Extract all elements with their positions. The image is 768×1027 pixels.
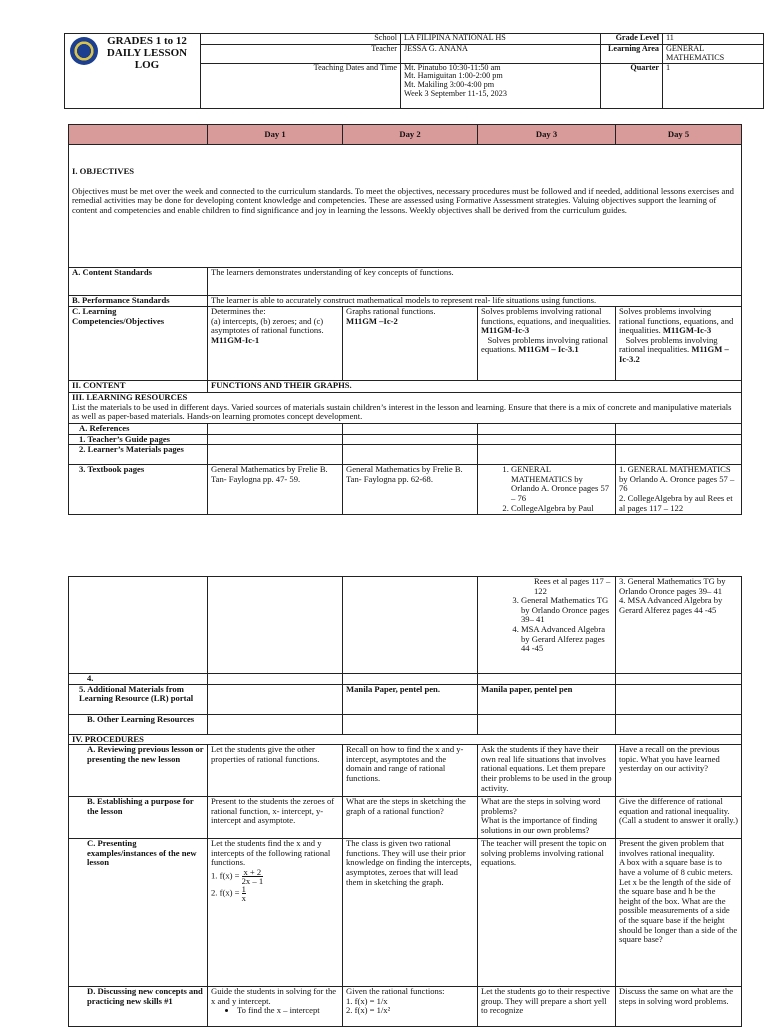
procedure-b-day2: What are the steps in sketching the graph of a rational function? [343, 797, 478, 839]
quarter-value: 1 [663, 63, 764, 108]
competencies-day1: Determines the: (a) intercepts, (b) zeroes; and (c) asymptotes of rational functions. M11GM-Ic-1 [208, 307, 343, 381]
textbook-label: 3. Textbook pages [69, 465, 208, 515]
day-1-header: Day 1 [208, 125, 343, 145]
content-standards-label: A. Content Standards [69, 268, 208, 296]
day-3-header: Day 3 [478, 125, 616, 145]
content-label: II. CONTENT [69, 381, 208, 393]
resources-text: List the materials to be used in different days. Varied sources of materials sustain children’s interest in the lesson and learning. Ensure that there is a mix of concrete and manipulative materials as well as paper-based materials. Hands-on learning promotes concept development. [72, 401, 732, 422]
day-2-header: Day 2 [343, 125, 478, 145]
day-header-row [69, 125, 742, 145]
procedure-b-day3: What are the steps in solving word problems? What is the importance of finding solutions in our own problems? [478, 797, 616, 839]
header-table [64, 33, 763, 109]
additional-day2: Manila Paper, pentel pen. [343, 684, 478, 714]
procedure-d-day5: Discuss the same on what are the steps in solving word problems. [616, 987, 742, 1027]
content-standards-text: The learners demonstrates understanding of key concepts of functions. [208, 268, 742, 296]
procedure-c-day5: Present the given problem that involves rational inequality. A box with a square base is to have a volume of 8 cubic meters. Let x be the length of the side of the square base and h be the height of the box. What are the possible measurements of a side of the square base if the height should be longer than a side of the square base? [616, 839, 742, 987]
learners-materials-label: 2. Learner’s Materials pages [69, 445, 208, 465]
objectives-heading: I. OBJECTIVES [72, 166, 135, 176]
grade-level-value: 11 [663, 34, 764, 45]
header-logo-cell [65, 34, 201, 109]
teachers-guide-label: 1. Teacher’s Guide pages [69, 434, 208, 445]
performance-standards-label: B. Performance Standards [69, 296, 208, 307]
references-label: A. References [69, 424, 208, 435]
learning-area-label: Learning Area [601, 45, 663, 64]
procedure-c-day2: The class is given two rational functions. They will use their prior knowledge on finding the intercepts, asymptotes, zeroes that will lead them in sketching the graph. [343, 839, 478, 987]
dates-label: Teaching Dates and Time [201, 63, 401, 108]
competencies-day3: Solves problems involving rational functions, equations, and inequalities. M11GM-Ic-3 Solves problems involving rational equations. M11GM – Ic-3.1 [478, 307, 616, 381]
procedure-a-day5: Have a recall on the previous topic. What you have learned yesterday on our activity? [616, 745, 742, 797]
teacher-value: JESSA G. ANANA [401, 45, 601, 64]
teacher-label: Teacher [201, 45, 401, 64]
procedure-b-label: B. Establishing a purpose for the lesson [69, 797, 208, 839]
resources-heading: III. LEARNING RESOURCES [72, 392, 188, 402]
content-text: FUNCTIONS AND THEIR GRAPHS. [208, 381, 742, 393]
resources-section [69, 393, 742, 424]
additional-day3: Manila paper, pentel pen [478, 684, 616, 714]
textbook-day3: 1. GENERAL MATHEMATICS by Orlando A. Oronce pages 57 – 76 2. CollegeAlgebra by Paul [478, 465, 616, 515]
procedure-a-day1: Let the students give the other properties of rational functions. [208, 745, 343, 797]
lesson-table-page2 [68, 576, 741, 1027]
procedure-b-day5: Give the difference of rational equation and rational inequality. (Call a student to answer it orally.) [616, 797, 742, 839]
header-title: GRADES 1 to 12 DAILY LESSON LOG [106, 35, 188, 71]
additional-materials-label: 5. Additional Materials from Learning Resource (LR) portal [69, 684, 208, 714]
competencies-label: C. Learning Competencies/Objectives [69, 307, 208, 381]
school-value: LA FILIPINA NATIONAL HS [401, 34, 601, 45]
procedure-b-day1: Present to the students the zeroes of rational function, x- intercept, y- intercept and asymptote. [208, 797, 343, 839]
objectives-section [69, 145, 742, 268]
procedure-d-label: D. Discussing new concepts and practicing new skills #1 [69, 987, 208, 1027]
school-label: School [201, 34, 401, 45]
textbook-day5-continued: 3. General Mathematics TG by Orlando Oronce pages 39– 41 4. MSA Advanced Algebra by Gerard Alferez pages 44 -45 [616, 577, 742, 674]
procedure-a-day3: Ask the students if they have their own real life situations that involves rational equations. Let them prepare their problems to be used in the group activity. [478, 745, 616, 797]
lesson-table-page1 [68, 124, 741, 515]
procedure-c-day1: Let the students find the x and y intercepts of the following rational functions. 1. f(x) = $\frac{x + 2}{2x - 1}$ 2. f(x) = $\frac{1}{x}$ [208, 839, 343, 987]
procedure-c-label: C. Presenting examples/instances of the new lesson [69, 839, 208, 987]
grade-level-label: Grade Level [601, 34, 663, 45]
procedure-d-day1: Guide the students in solving for the x and y intercept. • To find the x – intercept [208, 987, 343, 1027]
textbook-day2: General Mathematics by Frelie B. Tan- Faylogna pp. 62-68. [343, 465, 478, 515]
day-5-header: Day 5 [616, 125, 742, 145]
objectives-text: Objectives must be met over the week and connected to the curriculum standards. To meet the objectives, necessary procedures must be followed and if needed, additional lessons exercises and remedial activities may be done for developing content knowledge and competencies. These are assessed using Formative Assessment strategies. Valuing objectives support the learning of content and competencies and enable children to find significance and joy in learning the lessons. Weekly objectives shall be derived from the curriculum guides. [72, 185, 734, 215]
procedure-d-day2: Given the rational functions: 1. f(x) = 1/x 2. f(x) = 1/x² [343, 987, 478, 1027]
performance-standards-text: The learner is able to accurately construct mathematical models to represent real- life situations using functions. [208, 296, 742, 307]
procedure-a-label: A. Reviewing previous lesson or presenting the new lesson [69, 745, 208, 797]
competencies-day5: Solves problems involving rational functions, equations, and inequalities. M11GM-Ic-3 Solves problems involving rational inequalities. M11GM – Ic-3.2 [616, 307, 742, 381]
quarter-label: Quarter [601, 63, 663, 108]
procedures-heading: IV. PROCEDURES [69, 734, 742, 745]
procedure-a-day2: Recall on how to find the x and y-intercept, asymptotes and the domain and range of rational functions. [343, 745, 478, 797]
deped-seal-icon [70, 37, 98, 65]
competencies-day2: Graphs rational functions. M11GM –Ic-2 [343, 307, 478, 381]
textbook-day1: General Mathematics by Frelie B. Tan- Faylogna pp. 47- 59. [208, 465, 343, 515]
procedure-d-day3: Let the students go to their respective group. They will prepare a short yell to recognize [478, 987, 616, 1027]
textbook-day5: 1. GENERAL MATHEMATICS by Orlando A. Oronce pages 57 – 76 2. CollegeAlgebra by aul Rees et al pages 117 – 122 [616, 465, 742, 515]
learning-area-value: GENERAL MATHEMATICS [663, 45, 764, 64]
dates-value: Mt. Pinatubo 10:30-11:50 am Mt. Hamiguitan 1:00-2:00 pm Mt. Makiling 3:00-4:00 pm Week 3 September 11-15, 2023 [401, 63, 601, 108]
procedure-c-day3: The teacher will present the topic on solving problems involving rational equations. [478, 839, 616, 987]
textbook-day3-continued: Rees et al pages 117 – 122 3. General Mathematics TG by Orlando Oronce pages 39– 41 4. MSA Advanced Algebra by Gerard Alferez pages 44 -45 [478, 577, 616, 674]
other-resources-label: B. Other Learning Resources [69, 714, 208, 734]
item-4-label: 4. [69, 674, 208, 685]
